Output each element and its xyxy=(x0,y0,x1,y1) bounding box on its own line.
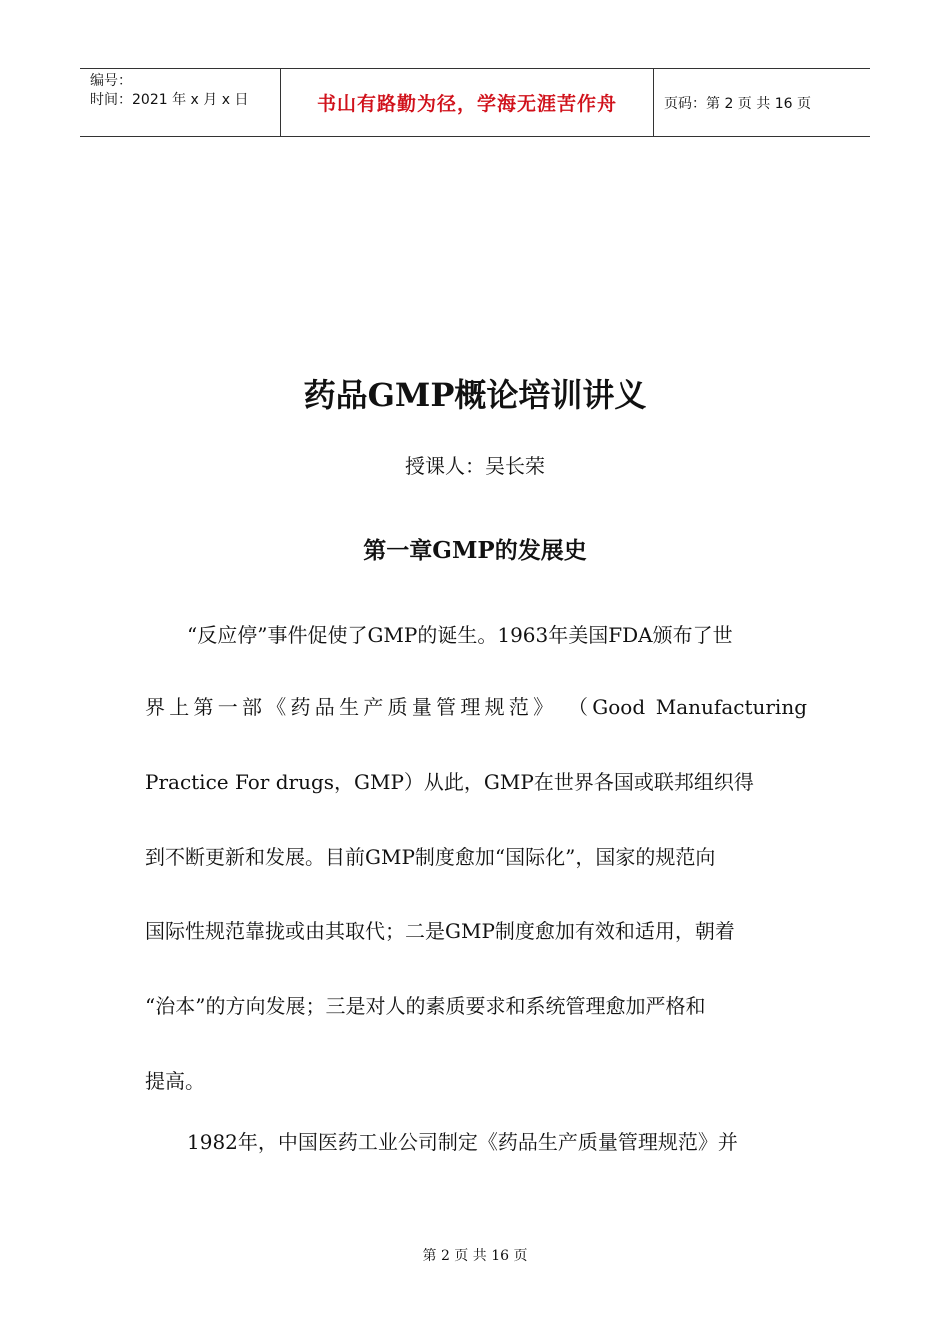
header-page-info: 页码：第 2 页 共 16 页 xyxy=(664,95,811,112)
paragraph-line: 界上第一部《药品生产质量管理规范》 （Good Manufacturing xyxy=(145,695,807,719)
header-motto-cell xyxy=(281,69,654,136)
paragraph-line: 国际性规范靠拢或由其取代；二是GMP制度愈加有效和适用，朝着 xyxy=(145,919,735,943)
serial-number-label: 编号： xyxy=(90,73,132,89)
lecturer-line: 授课人：吴长荣 xyxy=(405,454,545,478)
paragraph-line: 1982年，中国医药工业公司制定《药品生产质量管理规范》并 xyxy=(187,1130,738,1154)
paragraph-line: Practice For drugs，GMP）从此，GMP在世界各国或联邦组织得 xyxy=(145,770,754,794)
chapter-title: 第一章GMP的发展史 xyxy=(363,537,587,564)
paragraph-line: “反应停”事件促使了GMP的诞生。1963年美国FDA颁布了世 xyxy=(187,623,733,647)
date-label: 时间：2021 年 x 月 x 日 xyxy=(90,92,249,108)
document-title: 药品GMP概论培训讲义 xyxy=(303,376,647,414)
header-meta-cell xyxy=(80,69,281,136)
header-page-cell xyxy=(654,69,870,136)
page-footer: 第 2 页 共 16 页 xyxy=(422,1248,528,1264)
motto-text: 书山有路勤为径，学海无涯苦作舟 xyxy=(316,93,617,115)
paragraph-line: “治本”的方向发展；三是对人的素质要求和系统管理愈加严格和 xyxy=(145,994,706,1018)
paragraph-line: 到不断更新和发展。目前GMP制度愈加“国际化”，国家的规范向 xyxy=(145,845,716,869)
document-header xyxy=(80,68,870,137)
paragraph-line: 提高。 xyxy=(145,1069,205,1093)
